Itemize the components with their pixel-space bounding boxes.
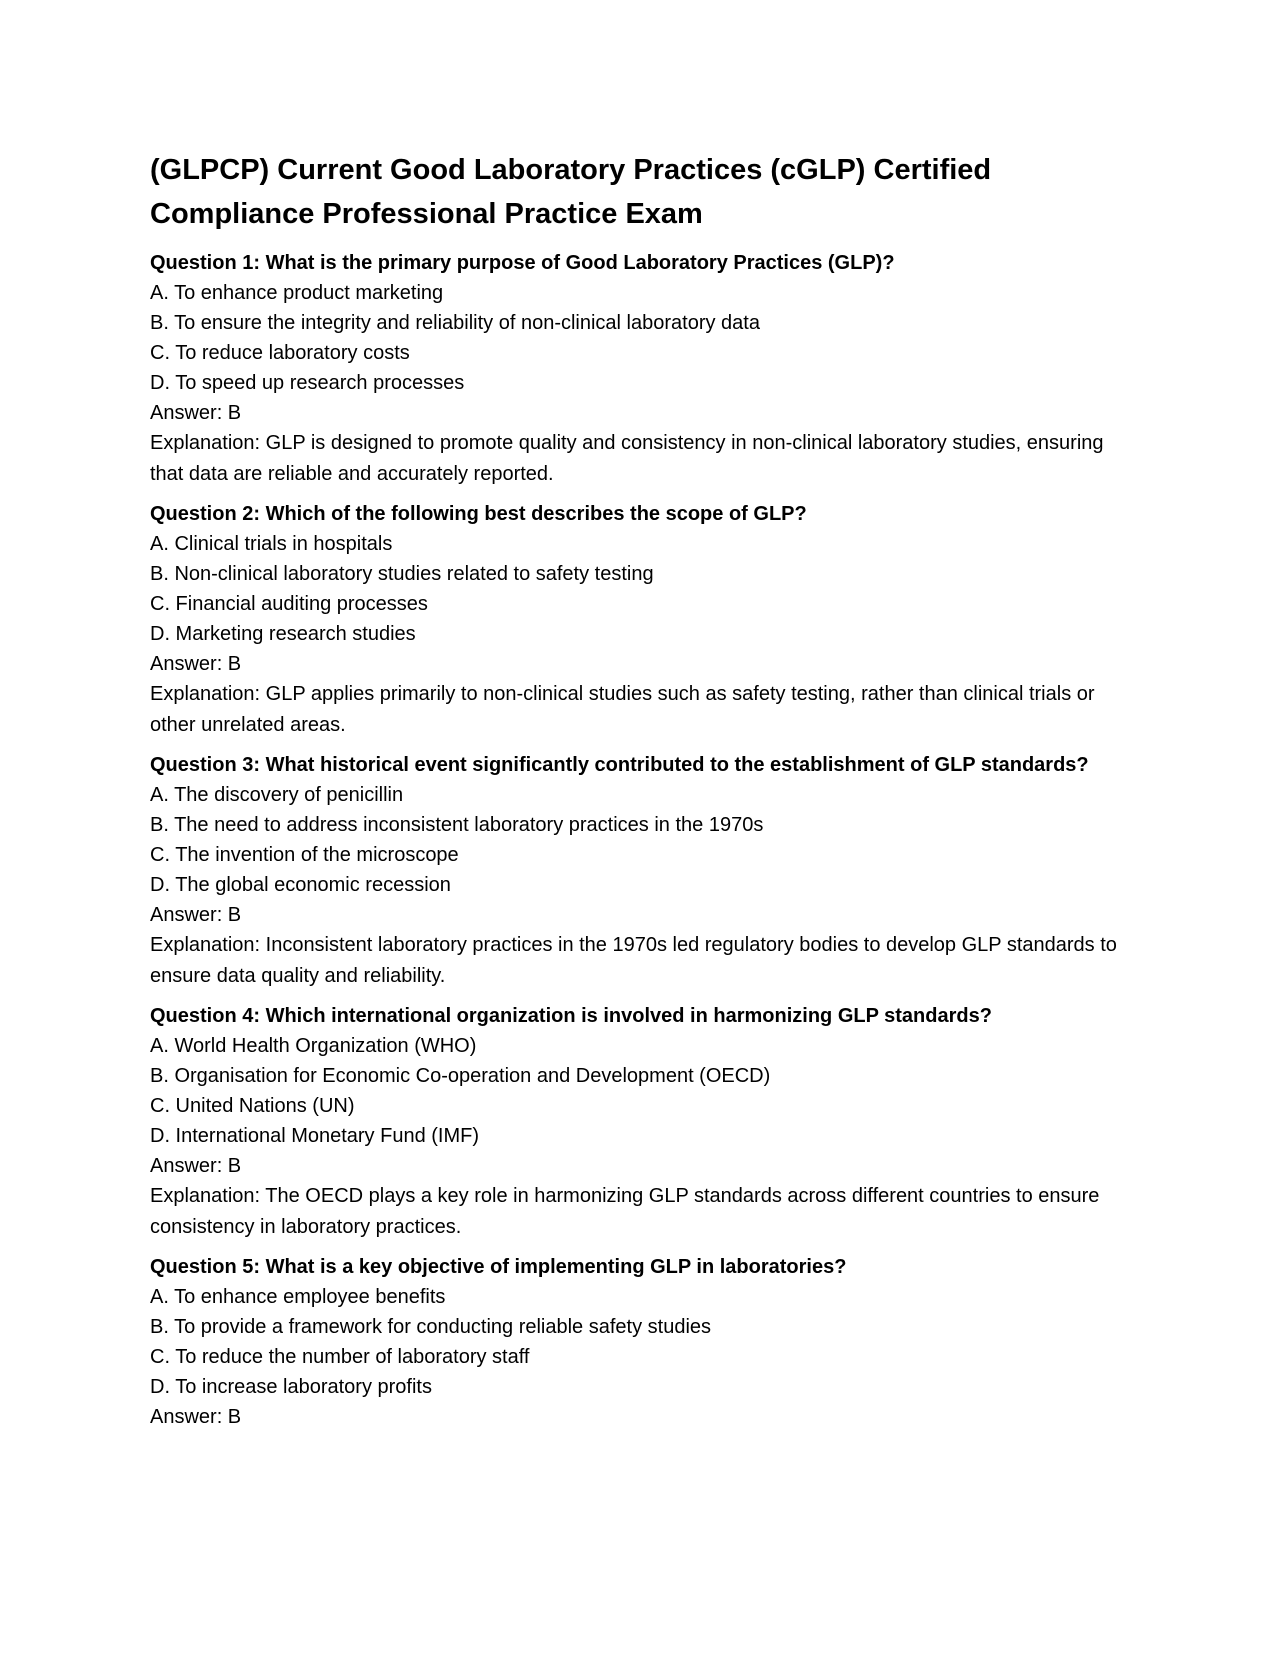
question-block-4	[150, 1001, 1130, 1242]
option-d: D. International Monetary Fund (IMF)	[150, 1125, 480, 1147]
option-c: C. To reduce the number of laboratory staff	[150, 1346, 530, 1368]
option-a: A. To enhance product marketing	[150, 282, 444, 304]
option-b: B. Organisation for Economic Co-operation and Development (OECD)	[150, 1065, 771, 1087]
explanation-text: Explanation: GLP applies primarily to non-clinical studies such as safety testing, rather than clinical trials or other unrelated areas.	[150, 683, 1095, 736]
document-page	[150, 148, 1130, 1442]
option-a: A. World Health Organization (WHO)	[150, 1035, 477, 1057]
explanation-text: Explanation: The OECD plays a key role in harmonizing GLP standards across different countries to ensure consistency in laboratory practices.	[150, 1185, 1100, 1238]
document-title: (GLPCP) Current Good Laboratory Practices (cGLP) Certified Compliance Professional Practice Exam	[150, 154, 992, 230]
option-b: B. To ensure the integrity and reliability of non-clinical laboratory data	[150, 312, 760, 334]
answer-text: Answer: B	[150, 904, 242, 926]
question-block-3	[150, 750, 1130, 991]
answer-text: Answer: B	[150, 1406, 242, 1428]
option-d: D. Marketing research studies	[150, 623, 416, 645]
option-a: A. The discovery of penicillin	[150, 784, 404, 806]
question-block-5	[150, 1252, 1130, 1432]
answer-text: Answer: B	[150, 653, 242, 675]
question-text: Question 4: Which international organization is involved in harmonizing GLP standards?	[150, 1005, 992, 1027]
explanation-text: Explanation: Inconsistent laboratory practices in the 1970s led regulatory bodies to develop GLP standards to ensure data quality and reliability.	[150, 934, 1117, 987]
question-text: Question 3: What historical event significantly contributed to the establishment of GLP standards?	[150, 754, 1089, 776]
option-c: C. To reduce laboratory costs	[150, 342, 410, 364]
question-block-1	[150, 248, 1130, 489]
option-d: D. The global economic recession	[150, 874, 451, 896]
option-c: C. United Nations (UN)	[150, 1095, 355, 1117]
option-c: C. Financial auditing processes	[150, 593, 428, 615]
option-d: D. To speed up research processes	[150, 372, 465, 394]
answer-text: Answer: B	[150, 1155, 242, 1177]
question-block-2	[150, 499, 1130, 740]
option-a: A. Clinical trials in hospitals	[150, 533, 393, 555]
option-d: D. To increase laboratory profits	[150, 1376, 432, 1398]
answer-text: Answer: B	[150, 402, 242, 424]
option-b: B. To provide a framework for conducting reliable safety studies	[150, 1316, 712, 1338]
explanation-text: Explanation: GLP is designed to promote quality and consistency in non-clinical laboratory studies, ensuring that data are reliable and accurately reported.	[150, 432, 1104, 485]
question-text: Question 1: What is the primary purpose of Good Laboratory Practices (GLP)?	[150, 252, 895, 274]
question-text: Question 2: Which of the following best describes the scope of GLP?	[150, 503, 807, 525]
option-c: C. The invention of the microscope	[150, 844, 459, 866]
option-b: B. Non-clinical laboratory studies related to safety testing	[150, 563, 654, 585]
question-text: Question 5: What is a key objective of implementing GLP in laboratories?	[150, 1256, 847, 1278]
option-a: A. To enhance employee benefits	[150, 1286, 446, 1308]
option-b: B. The need to address inconsistent laboratory practices in the 1970s	[150, 814, 764, 836]
